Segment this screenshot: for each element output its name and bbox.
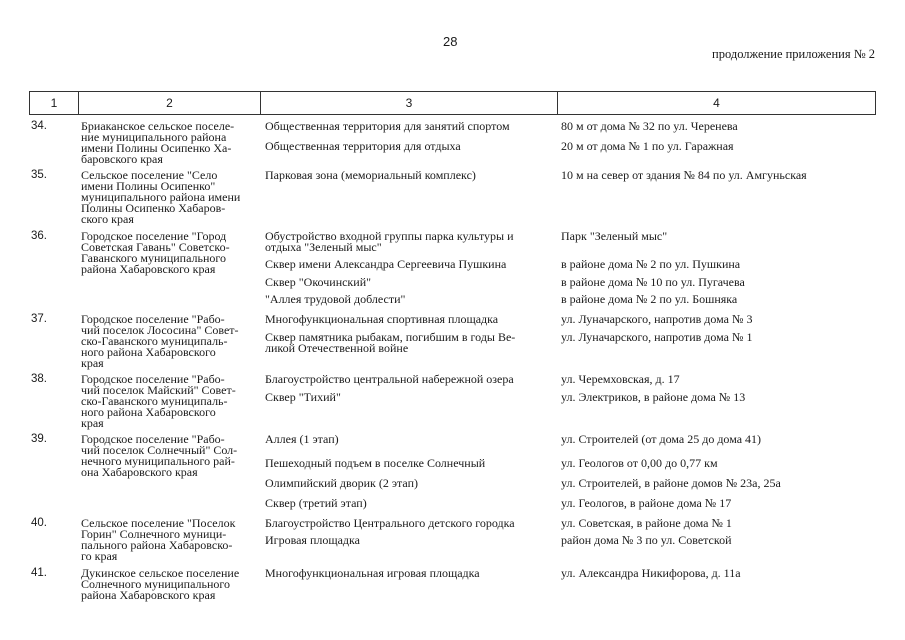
territory-location: в районе дома № 2 по ул. Бошняка [561, 292, 738, 306]
territory-name: Игровая площадка [265, 533, 360, 547]
column-header-1: 1 [50, 96, 58, 110]
row-number: 37. [31, 313, 47, 325]
territory-location: в районе дома № 10 по ул. Пугачева [561, 275, 745, 289]
territory-location: ул. Черемховская, д. 17 [561, 372, 680, 386]
territory-location: ул. Александра Никифорова, д. 11а [561, 566, 741, 580]
territory-name: Сквер "Тихий" [265, 390, 341, 404]
territory-name: Сквер памятника рыбакам, погибшим в годы Ве- ликой Отечественной войне [265, 330, 516, 355]
territory-name: "Аллея трудовой доблести" [265, 292, 406, 306]
territory-name: Благоустройство Центрального детского городка [265, 516, 515, 530]
page-number: 28 [443, 34, 458, 49]
row-number: 39. [31, 433, 47, 445]
settlement-name: Бриаканское сельское поселе- ние муниципального района имени Полины Осипенко Ха- баровского края [81, 119, 235, 166]
territory-name: Обустройство входной группы парка культуры и отдыха "Зеленый мыс" [265, 229, 514, 254]
continuation-note: продолжение приложения № 2 [712, 47, 875, 61]
territory-location: ул. Советская, в районе дома № 1 [561, 516, 732, 530]
row-number: 34. [31, 120, 47, 132]
territory-location: ул. Луначарского, напротив дома № 1 [561, 330, 753, 344]
territory-name: Сквер имени Александра Сергеевича Пушкина [265, 257, 507, 271]
row-number: 40. [31, 517, 47, 529]
territory-name: Пешеходный подъем в поселке Солнечный [265, 456, 486, 470]
territory-name: Сквер "Окочинский" [265, 275, 372, 289]
territory-name: Аллея (1 этап) [265, 432, 339, 446]
settlement-name: Городское поселение "Рабо- чий поселок Майский" Совет- ско-Гаванского муниципаль- ного района Хабаровского края [81, 372, 236, 430]
territory-name: Сквер (третий этап) [265, 496, 367, 510]
settlement-name: Сельское поселение "Поселок Горин" Солнечного муници- пального района Хабаровско- го края [81, 516, 236, 563]
settlement-name: Городское поселение "Город Советская Гавань" Советско- Гаванского муниципального района Хабаровского края [81, 229, 230, 276]
territory-location: ул. Строителей, в районе домов № 23а, 25а [561, 476, 781, 490]
territory-location: ул. Геологов от 0,00 до 0,77 км [561, 456, 718, 470]
settlement-name: Городское поселение "Рабо- чий поселок Лососина" Совет- ско-Гаванского муниципаль- ного района Хабаровского края [81, 312, 239, 370]
row-number: 41. [31, 567, 47, 579]
table-header [29, 91, 876, 115]
territory-location: район дома № 3 по ул. Советской [561, 533, 732, 547]
settlement-name: Дукинское сельское поселение Солнечного муниципального района Хабаровского края [81, 566, 240, 602]
settlement-name: Сельское поселение "Село имени Полины Осипенко" муниципального района имени Полины Осипенко Хабаров- ского края [81, 168, 241, 226]
territory-name: Многофункциональная спортивная площадка [265, 312, 499, 326]
column-header-3: 3 [260, 92, 557, 114]
territory-name: Благоустройство центральной набережной озера [265, 372, 514, 386]
territory-name: Многофункциональная игровая площадка [265, 566, 480, 580]
column-header-2: 2 [78, 92, 260, 114]
territory-name: Общественная территория для отдыха [265, 139, 461, 153]
territory-location: 80 м от дома № 32 по ул. Черенева [561, 119, 738, 133]
territory-location: ул. Луначарского, напротив дома № 3 [561, 312, 753, 326]
territory-name: Парковая зона (мемориальный комплекс) [265, 168, 476, 182]
territory-name: Общественная территория для занятий спортом [265, 119, 510, 133]
territory-location: в районе дома № 2 по ул. Пушкина [561, 257, 741, 271]
settlement-name: Городское поселение "Рабо- чий поселок Солнечный" Сол- нечного муниципального рай- она Хабаровского края [81, 432, 238, 479]
territory-name: Олимпийский дворик (2 этап) [265, 476, 418, 490]
territory-location: ул. Геологов, в районе дома № 17 [561, 496, 732, 510]
territory-location: ул. Строителей (от дома 25 до дома 41) [561, 432, 762, 446]
territory-location: 20 м от дома № 1 по ул. Гаражная [561, 139, 734, 153]
territory-location: ул. Электриков, в районе дома № 13 [561, 390, 746, 404]
column-header-4: 4 [557, 92, 875, 114]
row-number: 38. [31, 373, 47, 385]
row-number: 36. [31, 230, 47, 242]
row-number: 35. [31, 169, 47, 181]
territory-location: Парк "Зеленый мыс" [561, 229, 668, 243]
territory-location: 10 м на север от здания № 84 по ул. Амгуньская [561, 168, 807, 182]
